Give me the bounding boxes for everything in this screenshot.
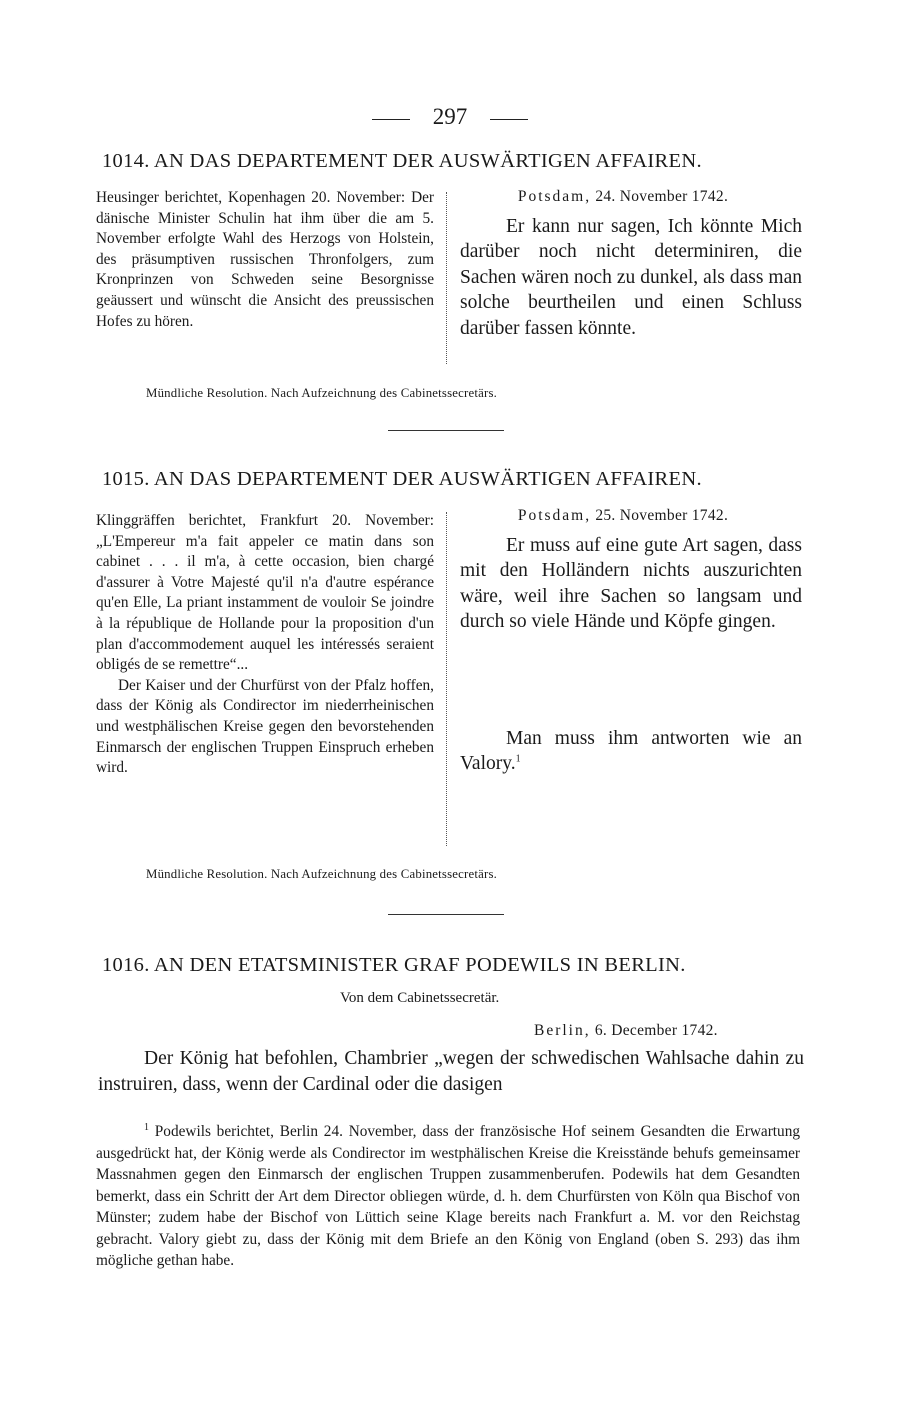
entry-1015-resolution [460,533,802,635]
entry-1015-resolution-paragraph-1: Er muss auf eine gute Art sagen, dass mit den Holländern nichts auszurichten wäre, weil ihre Sachen so langsam und durch so viele Hände und Köpfe gingen. [460,535,802,633]
entry-1015-resolution-paragraph-2: Man muss ihm antworten wie an Valory.$^1$ [460,728,802,775]
entry-1014-date-place: Potsdam, [517,188,592,205]
entry-1015-resolution-second [460,726,802,777]
footnote-reference: 1 [515,753,521,765]
entry-1016-date [534,1022,718,1040]
entry-1014-date-day: 24. November 1742. [595,188,729,205]
footnote [96,1121,800,1272]
page-number-rule-right [490,119,528,120]
entry-separator-2 [388,914,504,915]
entry-1015-date-day: 25. November 1742. [595,507,729,524]
footnote-paragraph [96,1121,800,1272]
entry-1016-body [98,1046,804,1098]
entry-1016-heading: 1016. AN DEN ETATSMINISTER GRAF PODEWILS IN BERLIN. [102,954,686,976]
entry-1014-note: Mündliche Resolution. Nach Aufzeichnung des Cabinetssecretärs. [146,386,498,400]
entry-1014-summary-paragraph: Heusinger berichtet, Kopenhagen 20. November: Der dänische Minister Schulin hat ihm über die am 5. November erfolgte Wahl des Herzogs von Holstein, des präsumptiven russischen Thronfolgers, zum Kronprinzen von Schweden seine Besorgnisse geäussert und wünscht die Ansicht des preussischen Hofes zu hören. [96,189,434,330]
entry-1015-summary-paragraph-2: Der Kaiser und der Churfürst von der Pfalz hoffen, dass der König als Condirector im niederrheinischen und westphälischen Kreise gegen den bevorstehenden Einmarsch der englischen Truppen Einspruch erheben wird. [96,676,434,777]
entry-1014-resolution-paragraph: Er kann nur sagen, Ich könnte Mich darüber noch nicht determiniren, die Sachen wären noch zu dunkel, als dass man solche beurtheilen und einen Schluss darüber fassen könnte. [460,216,802,339]
entry-1016-date-day: 6. December 1742. [594,1022,718,1039]
entry-1015-summary-paragraph-1: Klinggräffen berichtet, Frankfurt 20. November: „L'Empereur m'a fait appeler ce matin dans son cabinet . . . il m'a, à cette occasion, bien chargé d'assurer à Votre Majesté qu'il n'a d'autre espérance qu'en Elle, La priant instamment de vouloir Se joindre à la république de Hollande pour la proposition d'un plan d'accommodement auquel les intéressés seraient obligés de se remettre“... [96,512,434,674]
entry-1016-sender: Von dem Cabinetssecretär. [340,990,500,1006]
entry-1014-heading: 1014. AN DAS DEPARTEMENT DER AUSWÄRTIGEN AFFAIREN. [102,150,702,172]
entry-1015-note: Mündliche Resolution. Nach Aufzeichnung des Cabinetssecretärs. [146,867,498,881]
entry-1016-body-paragraph: Der König hat befohlen, Chambrier „wegen der schwedischen Wahlsache dahin zu instruiren, dass, wenn der Cardinal oder die dasigen [98,1048,804,1095]
footnote-text: Podewils berichtet, Berlin 24. November, dass der französische Hof seinem Gesandten die Erwartung ausgedrückt hat, der König werde als Condirector im westphälischen Kreise die Kreisstände behufs gemeinsamer Massnahmen gegen den Einmarsch der englischen Truppen zusammenberufen. Podewils hat dem Gesandten bemerkt, dass ein Schritt der Art dem Director obliegen würde, d. h. dem Churfürsten von Köln qua Bischof von Münster; zudem habe der Bischof von Lüttich seine Klage bereits nach Frankfurt a. M. vor den Reichstag gebracht. Valory giebt zu, dass der König mit dem Briefe an den König von England (oben S. 293) das ihm mögliche gethan habe. [96,1123,800,1269]
entry-1015-heading: 1015. AN DAS DEPARTEMENT DER AUSWÄRTIGEN AFFAIREN. [102,468,702,490]
entry-1016-date-place: Berlin, [534,1022,591,1039]
entry-1015-date-place: Potsdam, [517,507,592,524]
page-number: 297 [432,104,468,129]
entry-1015-column-divider [446,512,447,846]
entry-1015-summary [96,511,434,779]
entry-1015-date [458,507,788,525]
entry-1014-column-divider [446,192,447,364]
entry-separator-1 [388,430,504,431]
page-number-rule-left [372,119,410,120]
entry-1014-summary [96,188,434,332]
entry-1014-date [458,188,788,206]
footnote-mark: 1 [144,1121,149,1133]
entry-1014-resolution [460,214,802,341]
